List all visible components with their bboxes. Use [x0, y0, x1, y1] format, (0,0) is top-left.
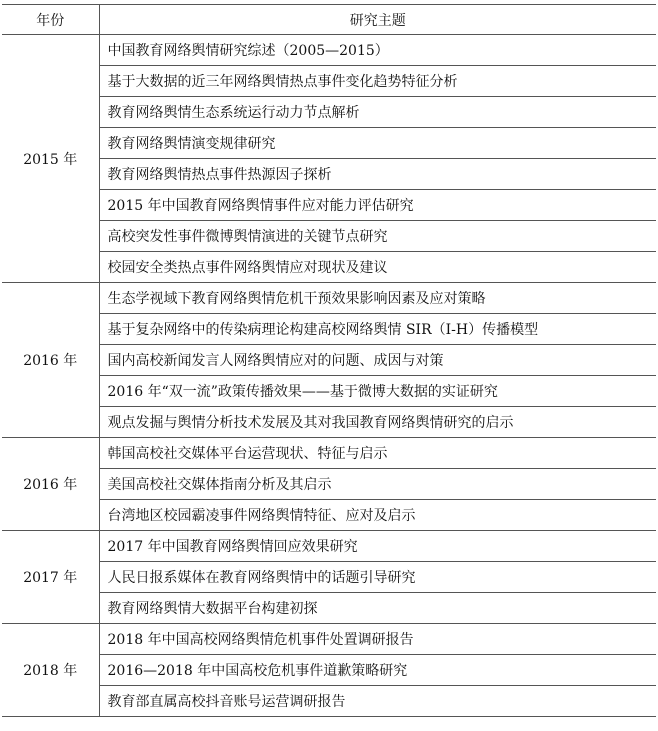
table-row: [2, 562, 656, 593]
table-header: [2, 5, 656, 35]
table-row: [2, 252, 656, 283]
table-row: [2, 624, 656, 655]
topic-cell: 教育部直属高校抖音账号运营调研报告: [99, 686, 656, 717]
table-row: [2, 283, 656, 314]
topic-cell: 教育网络舆情热点事件热源因子探析: [99, 159, 656, 190]
header-year: 年份: [2, 5, 99, 35]
topic-cell: 2017 年中国教育网络舆情回应效果研究: [99, 531, 656, 562]
topic-cell: 台湾地区校园霸凌事件网络舆情特征、应对及启示: [99, 500, 656, 531]
topic-cell: 2016 年“双一流”政策传播效果——基于微博大数据的实证研究: [99, 376, 656, 407]
research-topics-table: [2, 4, 656, 717]
topic-cell: 基于大数据的近三年网络舆情热点事件变化趋势特征分析: [99, 66, 656, 97]
table-body: [2, 35, 656, 717]
table-row: [2, 345, 656, 376]
topic-cell: 生态学视域下教育网络舆情危机干预效果影响因素及应对策略: [99, 283, 656, 314]
table-row: [2, 438, 656, 469]
topic-cell: 韩国高校社交媒体平台运营现状、特征与启示: [99, 438, 656, 469]
topic-cell: 人民日报系媒体在教育网络舆情中的话题引导研究: [99, 562, 656, 593]
table-row: [2, 66, 656, 97]
table-row: [2, 35, 656, 66]
table-row: [2, 128, 656, 159]
topic-cell: 高校突发性事件微博舆情演进的关键节点研究: [99, 221, 656, 252]
table-row: [2, 376, 656, 407]
table-row: [2, 407, 656, 438]
topic-cell: 基于复杂网络中的传染病理论构建高校网络舆情 SIR（I-H）传播模型: [99, 314, 656, 345]
topic-cell: 2018 年中国高校网络舆情危机事件处置调研报告: [99, 624, 656, 655]
topic-cell: 国内高校新闻发言人网络舆情应对的问题、成因与对策: [99, 345, 656, 376]
year-cell: 2016 年: [2, 283, 99, 438]
topic-cell: 2015 年中国教育网络舆情事件应对能力评估研究: [99, 190, 656, 221]
year-cell: 2018 年: [2, 624, 99, 717]
topic-cell: 美国高校社交媒体指南分析及其启示: [99, 469, 656, 500]
table-row: [2, 314, 656, 345]
table-row: [2, 655, 656, 686]
topic-cell: 2016—2018 年中国高校危机事件道歉策略研究: [99, 655, 656, 686]
table-row: [2, 531, 656, 562]
topic-cell: 教育网络舆情大数据平台构建初探: [99, 593, 656, 624]
table-row: [2, 593, 656, 624]
topic-cell: 中国教育网络舆情研究综述（2005—2015）: [99, 35, 656, 66]
table-row: [2, 190, 656, 221]
year-cell: 2017 年: [2, 531, 99, 624]
table-row: [2, 221, 656, 252]
topic-cell: 教育网络舆情生态系统运行动力节点解析: [99, 97, 656, 128]
topic-cell: 教育网络舆情演变规律研究: [99, 128, 656, 159]
table-row: [2, 500, 656, 531]
year-cell: 2016 年: [2, 438, 99, 531]
year-cell: 2015 年: [2, 35, 99, 283]
topic-cell: 校园安全类热点事件网络舆情应对现状及建议: [99, 252, 656, 283]
table-row: [2, 159, 656, 190]
header-topic: 研究主题: [99, 5, 656, 35]
table-row: [2, 686, 656, 717]
table-row: [2, 97, 656, 128]
header-row: [2, 5, 656, 35]
topic-cell: 观点发掘与舆情分析技术发展及其对我国教育网络舆情研究的启示: [99, 407, 656, 438]
table-row: [2, 469, 656, 500]
